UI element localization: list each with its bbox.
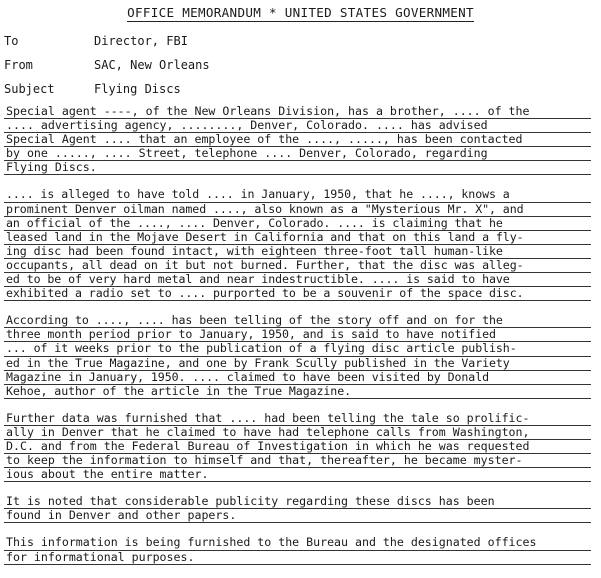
memo-line: prominent Denver oilman named ...., also known as a "Mysterious Mr. X", and [4,203,591,217]
memo-line: Special agent ----, of the New Orleans Division, has a brother, .... of the [4,105,591,119]
from-value: SAC, New Orleans [94,58,210,72]
memo-line: Magazine in January, 1950. .... claimed to have been visited by Donald [4,371,591,385]
memo-paragraph [4,105,591,175]
memo-line: occupants, all dead on it but not burned. Further, that the disc was alleg- [4,259,591,273]
memo-paragraph [4,188,591,301]
subject-value: Flying Discs [94,82,181,96]
memo-line: ally in Denver that he claimed to have had telephone calls from Washington, [4,426,591,440]
memo-line: for informational purposes. [4,551,591,565]
memo-line: found in Denver and other papers. [4,509,591,523]
memo-line: Kehoe, author of the article in the True Magazine. [4,385,591,399]
memo-line: leased land in the Mojave Desert in California and that on this land a fly- [4,231,591,245]
memo-line: D.C. and from the Federal Bureau of Investigation in which he was requested [4,440,591,454]
memo-line: an official of the ...., .... Denver, Colorado. .... is claiming that he [4,217,591,231]
memo-body [4,105,591,578]
memo-paragraph [4,412,591,482]
memo-line: It is noted that considerable publicity regarding these discs has been [4,495,591,509]
memo-line: three month period prior to January, 1950, and is said to have notified [4,328,591,342]
memo-line: Further data was furnished that .... had been telling the tale so prolific- [4,412,591,426]
from-label: From [4,58,33,72]
memo-line: This information is being furnished to the Bureau and the designated offices [4,536,591,550]
memo-line: Special Agent .... that an employee of the ...., ....., has been contacted [4,133,591,147]
memo-line: exhibited a radio set to .... purported to be a souvenir of the space disc. [4,287,591,301]
memo-paragraph [4,314,591,399]
memo-title [0,5,601,20]
memo-paragraph [4,536,591,564]
to-label: To [4,34,19,48]
memo-title-text: OFFICE MEMORANDUM * UNITED STATES GOVERNMENT [127,5,474,20]
memo-line: by one ....., .... Street, telephone .... Denver, Colorado, regarding [4,147,591,161]
subject-label: Subject [4,82,55,96]
to-row [4,34,188,48]
memo-line: .... is alleged to have told .... in January, 1950, that he ...., knows a [4,188,591,202]
memo-paragraph [4,495,591,523]
memo-line: According to ...., .... has been telling of the story off and on for the [4,314,591,328]
memo-line: .... advertising agency, ........, Denver, Colorado. .... has advised [4,119,591,133]
memo-line: ed in the True Magazine, and one by Frank Scully published in the Variety [4,357,591,371]
memo-line: to keep the information to himself and that, thereafter, he became myster- [4,454,591,468]
from-row [4,58,210,72]
memo-line: ing disc had been found intact, with eighteen three-foot tall human-like [4,245,591,259]
memo-line: Flying Discs. [4,161,591,175]
to-value: Director, FBI [94,34,188,48]
memo-line: ious about the entire matter. [4,468,591,482]
subject-row [4,82,181,96]
memo-line: ... of it weeks prior to the publication of a flying disc article publish- [4,342,591,356]
memo-line: ed to be of very hard metal and near indestructible. .... is said to have [4,273,591,287]
